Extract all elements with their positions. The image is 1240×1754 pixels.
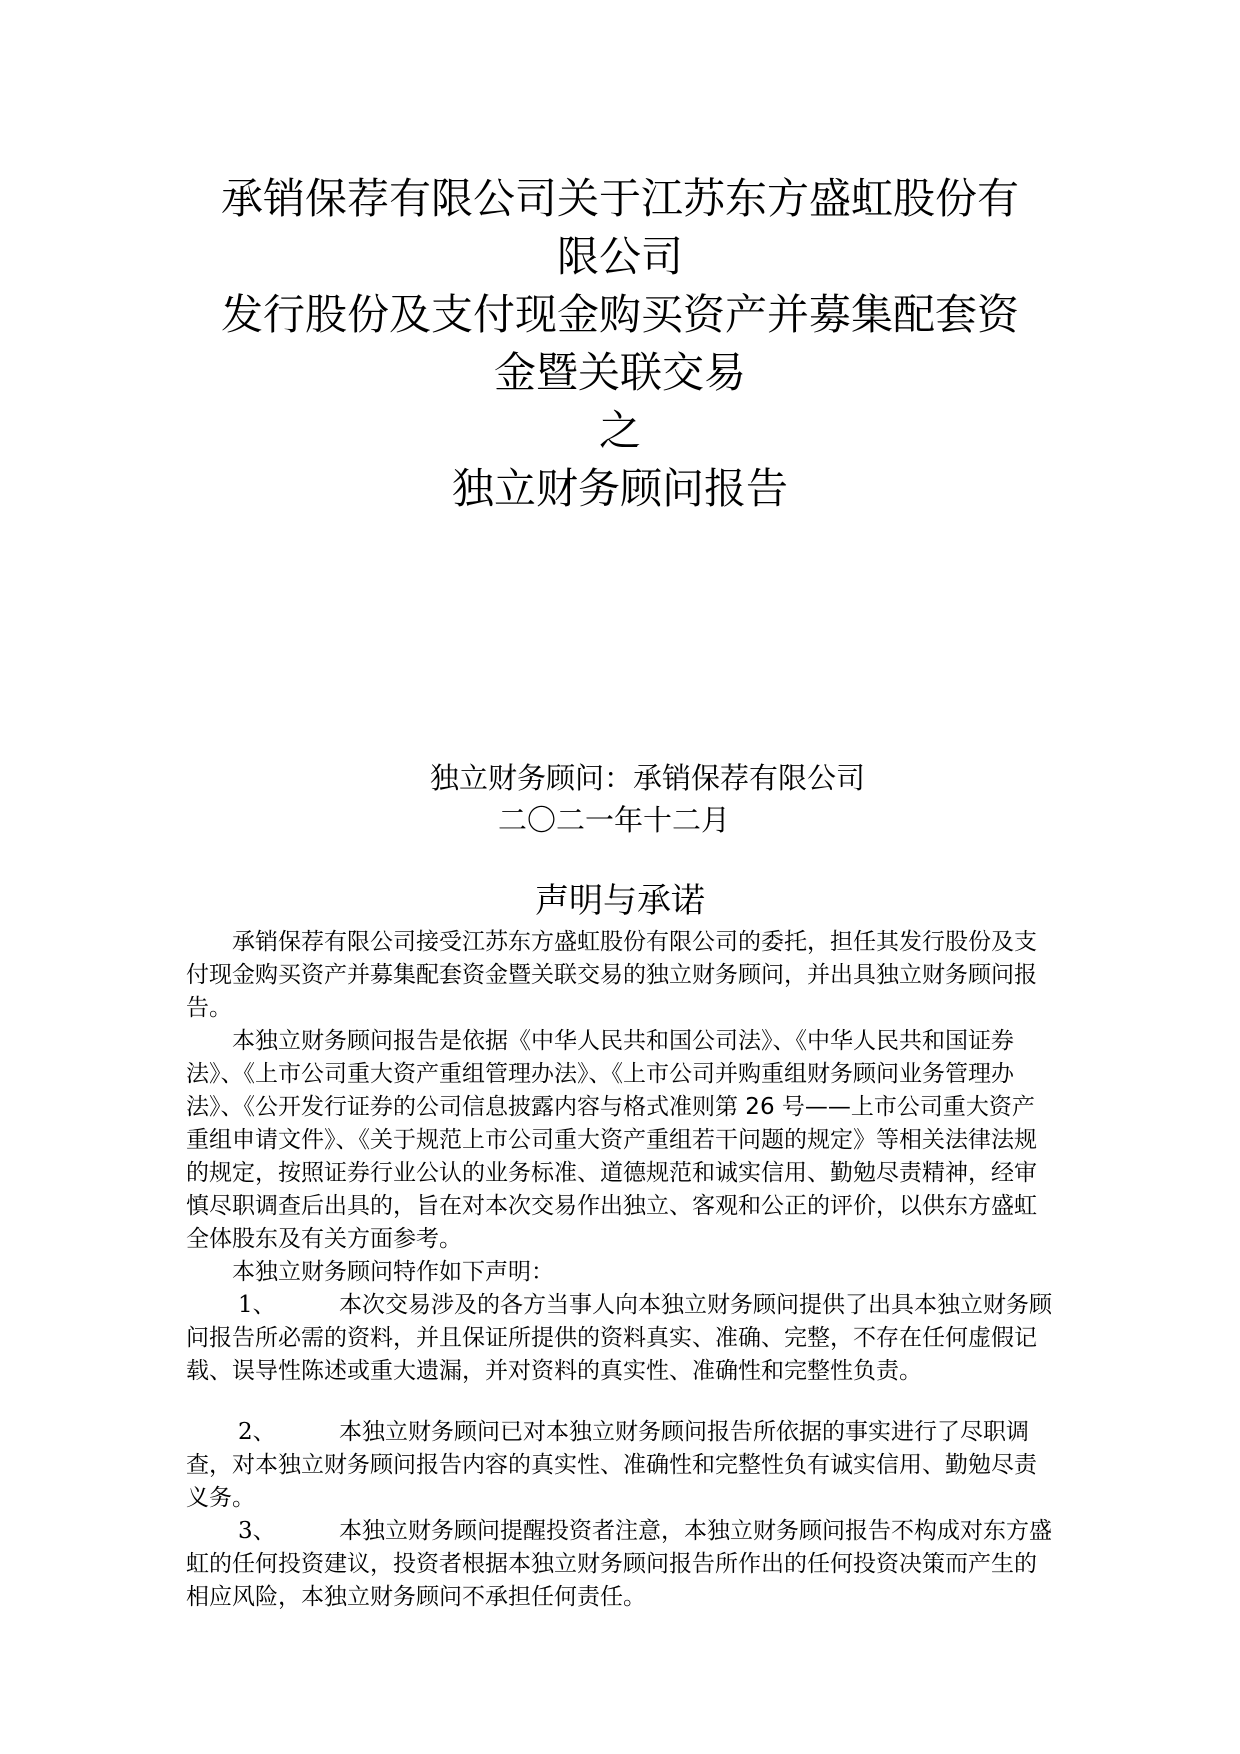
paragraph: 本独立财务顾问特作如下声明： (232, 1259, 554, 1285)
item-number: 1、 (238, 1292, 276, 1318)
title-line: 独立财务顾问报告 (451, 464, 788, 513)
report-date: 二〇二一年十二月 (498, 803, 731, 837)
item-text: 本独立财务顾问已对本独立财务顾问报告所依据的事实进行了尽职调查，对本独立财务顾问报告内容的真实性、准确性和完整性负有诚实信用、勤勉尽责义务。 (186, 1419, 1037, 1511)
item-text: 本独立财务顾问提醒投资者注意，本独立财务顾问报告不构成对东方盛虹的任何投资建议，投资者根据本独立财务顾问报告所作出的任何投资决策而产生的相应风险，本独立财务顾问不承担任何责任。 (186, 1518, 1052, 1610)
advisor-block (430, 758, 1030, 840)
item-number: 3、 (238, 1518, 276, 1544)
report-title (150, 170, 1090, 518)
title-line: 发行股份及支付现金购买资产并募集配套资 (220, 290, 1019, 339)
title-line: 之 (598, 406, 641, 455)
statement-body (186, 926, 1056, 1614)
item-number: 2、 (238, 1419, 276, 1445)
list-item (186, 1416, 1056, 1515)
title-line: 限公司 (556, 232, 683, 281)
item-text: 本次交易涉及的各方当事人向本独立财务顾问提供了出具本独立财务顾问报告所必需的资料，并且保证所提供的资料真实、准确、完整，不存在任何虚假记载、误导性陈述或重大遗漏，并对资料的真实性、准确性和完整性负责。 (186, 1292, 1052, 1384)
title-line: 金暨关联交易 (493, 348, 746, 397)
section-title: 声明与承诺 (535, 881, 705, 921)
list-item (186, 1289, 1056, 1388)
paragraph: 本独立财务顾问报告是依据《中华人民共和国公司法》、《中华人民共和国证券法》、《上市公司重大资产重组管理办法》、《上市公司并购重组财务顾问业务管理办法》、《公开发行证券的公司信息披露内容与格式准则第 26 号——上市公司重大资产重组申请文件》、《关于规范上市公司重大资产重组若干问题的规定》等相关法律法规的规定，按照证券行业公认的业务标准、道德规范和诚实信用、勤勉尽责精神，经审慎尽职调查后出具的，旨在对本次交易作出独立、客观和公正的评价，以供东方盛虹全体股东及有关方面参考。 (186, 1028, 1037, 1252)
paragraph: 承销保荐有限公司接受江苏东方盛虹股份有限公司的委托，担任其发行股份及支付现金购买资产并募集配套资金暨关联交易的独立财务顾问，并出具独立财务顾问报告。 (186, 929, 1037, 1021)
title-line: 承销保荐有限公司关于江苏东方盛虹股份有 (220, 174, 1019, 223)
list-item (186, 1515, 1056, 1614)
advisor-name: 独立财务顾问：承销保荐有限公司 (430, 761, 866, 795)
